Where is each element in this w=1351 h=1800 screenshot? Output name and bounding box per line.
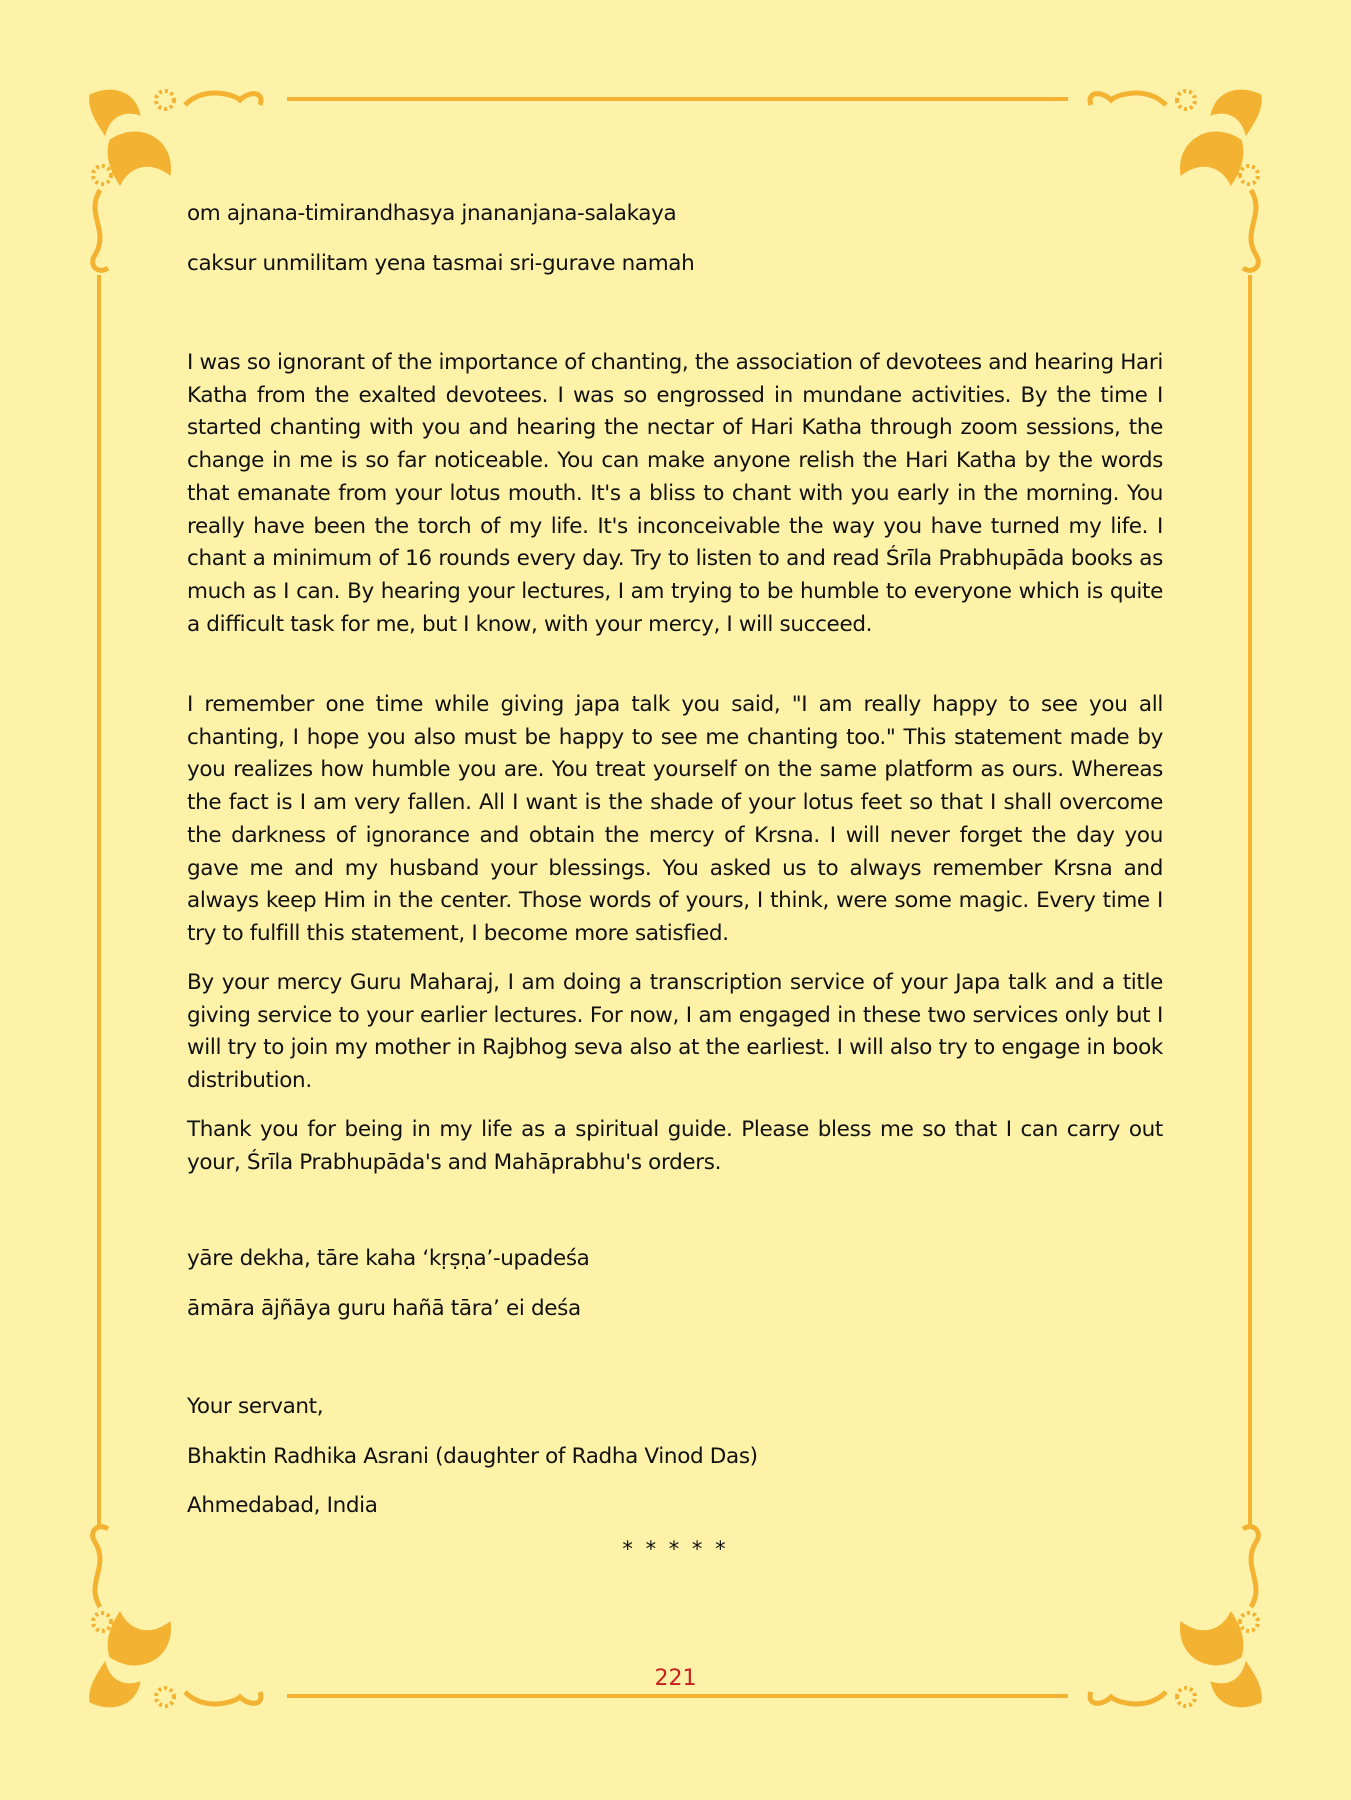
border-left bbox=[97, 275, 101, 1527]
border-right bbox=[1248, 275, 1252, 1527]
paragraph-3: By your mercy Guru Maharaj, I am doing a transcription service of your Japa talk and a title giving service to your earlier lectures. For now, I am engaged in these two services only but I will try to join my mother in Rajbhog seva also at the earliest. I will also try to engage in book distribution. bbox=[187, 970, 1163, 1094]
page-number: 221 bbox=[654, 1666, 697, 1691]
paragraph-2: I remember one time while giving japa talk you said, "I am really happy to see you all chanting, I hope you also must be happy to see me chanting too." This statement made by you realizes how humble you are. You treat yourself on the same platform as ours. Whereas the fact is I am very fallen. All I want is the shade of your lotus feet so that I shall overcome the darkness of ignorance and obtain the mercy of Krsna. I will never forget the day you gave me and my husband your blessings. You asked us to always remember Krsna and always keep Him in the center. Those words of yours, I think, were some magic. Every time I try to fulfill this statement, I become more satisfied. bbox=[187, 692, 1163, 946]
signature-location: Ahmedabad, India bbox=[187, 1493, 378, 1518]
verse-line-2: caksur unmilitam yena tasmai sri-gurave namah bbox=[187, 251, 695, 276]
section-separator: * * * * * bbox=[622, 1537, 729, 1561]
signature-closing: Your servant, bbox=[187, 1394, 324, 1419]
signature-name: Bhaktin Radhika Asrani (daughter of Radha Vinod Das) bbox=[187, 1444, 758, 1469]
closing-verse-line-2: āmāra ājñāya guru hañā tāra’ ei deśa bbox=[187, 1296, 581, 1321]
closing-verse-line-1: yāre dekha, tāre kaha ‘kṛṣṇa’-upadeśa bbox=[187, 1246, 590, 1271]
border-top bbox=[287, 97, 1068, 101]
verse-line-1: om ajnana-timirandhasya jnananjana-salakaya bbox=[187, 201, 677, 226]
border-bottom bbox=[287, 1694, 1068, 1698]
paragraph-4: Thank you for being in my life as a spiritual guide. Please bless me so that I can carry out your, Śrīla Prabhupāda's and Mahāprabhu's orders. bbox=[187, 1117, 1163, 1175]
paragraph-1: I was so ignorant of the importance of chanting, the association of devotees and hearing Hari Katha from the exalted devotees. I was so engrossed in mundane activities. By the time I started chanting with you and hearing the nectar of Hari Katha through zoom sessions, the change in me is so far noticeable. You can make anyone relish the Hari Katha by the words that emanate from your lotus mouth. It's a bliss to chant with you early in the morning. You really have been the torch of my life. It's inconceivable the way you have turned my life. I chant a minimum of 16 rounds every day. Try to listen to and read Śrīla Prabhupāda books as much as I can. By hearing your lectures, I am trying to be humble to everyone which is quite a difficult task for me, but I know, with your mercy, I will succeed. bbox=[187, 350, 1163, 637]
